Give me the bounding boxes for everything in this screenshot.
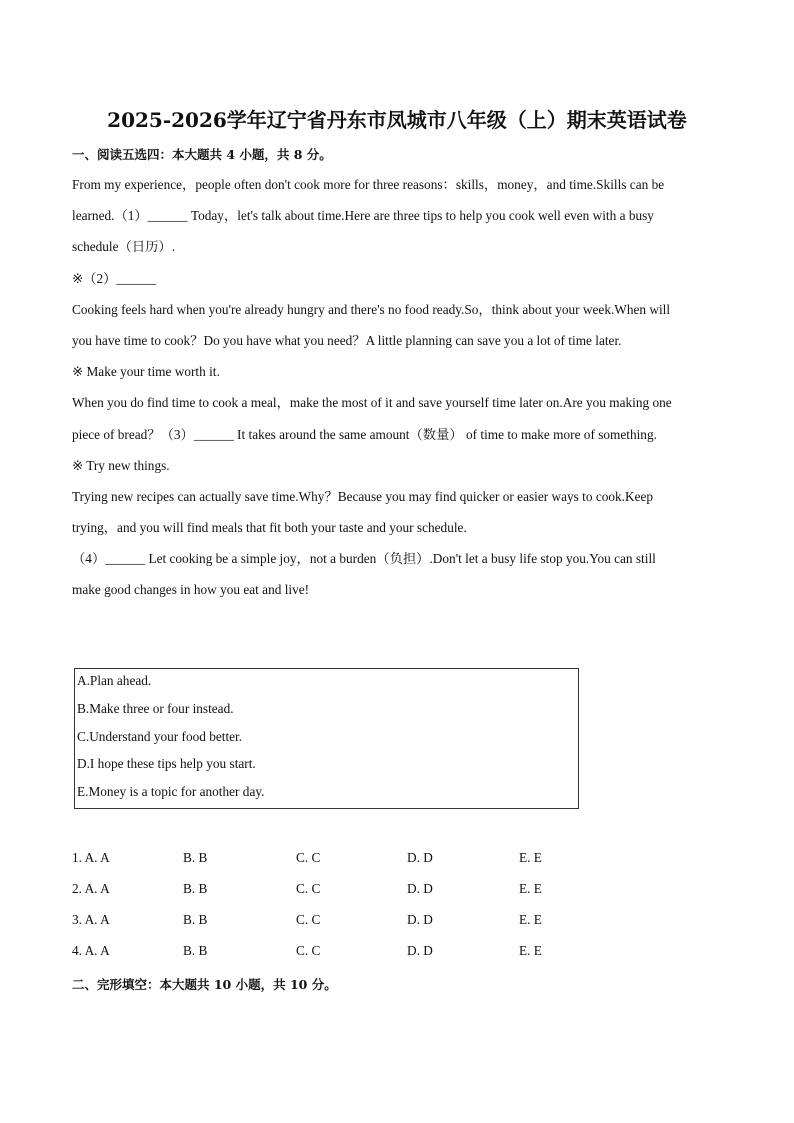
- choice-d[interactable]: D. D: [407, 881, 433, 896]
- choice-a[interactable]: 4. A. A: [72, 943, 110, 958]
- choice-a[interactable]: 3. A. A: [72, 912, 110, 927]
- passage-line: learned.（1）______ Today，let's talk about time.Here are three tips to help you cook well even with a busy: [72, 208, 654, 224]
- choice-e[interactable]: E. E: [519, 881, 542, 896]
- passage-line: Trying new recipes can actually save time.Why？Because you may find quicker or easier ways to cook.Keep: [72, 488, 654, 504]
- passage-line: schedule（日历）.: [72, 239, 176, 255]
- section1-heading: 一、阅读五选四：本大题共 4 小题，共 8 分。: [72, 147, 332, 162]
- question-row: [72, 943, 722, 963]
- question-row: [72, 881, 722, 901]
- choice-e[interactable]: E. E: [519, 943, 542, 958]
- choice-c[interactable]: C. C: [296, 850, 321, 865]
- choice-e[interactable]: E. E: [519, 912, 542, 927]
- passage-line: （4）______ Let cooking be a simple joy，not a burden（负担）.Don't let a busy life stop you.You can still: [72, 551, 656, 567]
- question-row: [72, 850, 722, 870]
- choice-e[interactable]: E. E: [519, 850, 542, 865]
- choice-c[interactable]: C. C: [296, 943, 321, 958]
- choice-b[interactable]: B. B: [183, 943, 208, 958]
- section2-heading: 二、完形填空：本大题共 10 小题，共 10 分。: [72, 977, 337, 992]
- passage-line: piece of bread？（3）______ It takes around the same amount（数量） of time to make more of something.: [72, 426, 657, 442]
- option-b: B.Make three or four instead.: [77, 701, 234, 716]
- choice-a[interactable]: 1. A. A: [72, 850, 110, 865]
- page-title: 2025-2026学年辽宁省丹东市凤城市八年级（上）期末英语试卷: [107, 108, 687, 132]
- passage-line: ※ Make your time worth it.: [72, 364, 220, 380]
- choice-b[interactable]: B. B: [183, 850, 208, 865]
- choice-c[interactable]: C. C: [296, 881, 321, 896]
- passage-line: trying，and you will find meals that fit both your taste and your schedule.: [72, 520, 467, 536]
- passage-line: ※（2）______: [72, 270, 157, 286]
- option-c: C.Understand your food better.: [77, 729, 243, 744]
- reading-passage: [72, 169, 722, 606]
- passage-line: make good changes in how you eat and live!: [72, 582, 310, 598]
- choice-c[interactable]: C. C: [296, 912, 321, 927]
- choice-d[interactable]: D. D: [407, 912, 433, 927]
- question-row: [72, 912, 722, 932]
- option-a: A.Plan ahead.: [77, 673, 152, 688]
- passage-line: From my experience，people often don't cook more for three reasons：skills，money，and time.Skills can be: [72, 177, 665, 192]
- passage-line: Cooking feels hard when you're already hungry and there's no food ready.So，think about your week.When will: [72, 301, 671, 317]
- choice-a[interactable]: 2. A. A: [72, 881, 110, 896]
- passage-line: When you do find time to cook a meal，make the most of it and save yourself time later on.Are you making one: [72, 395, 672, 411]
- passage-line: ※ Try new things.: [72, 457, 170, 473]
- option-d: D.I hope these tips help you start.: [77, 756, 256, 771]
- options-box: [74, 668, 579, 809]
- passage-line: you have time to cook？Do you have what you need？A little planning can save you a lot of time later.: [72, 332, 622, 348]
- choice-b[interactable]: B. B: [183, 881, 208, 896]
- choice-d[interactable]: D. D: [407, 943, 433, 958]
- choice-d[interactable]: D. D: [407, 850, 433, 865]
- option-e: E.Money is a topic for another day.: [77, 784, 265, 799]
- choice-b[interactable]: B. B: [183, 912, 208, 927]
